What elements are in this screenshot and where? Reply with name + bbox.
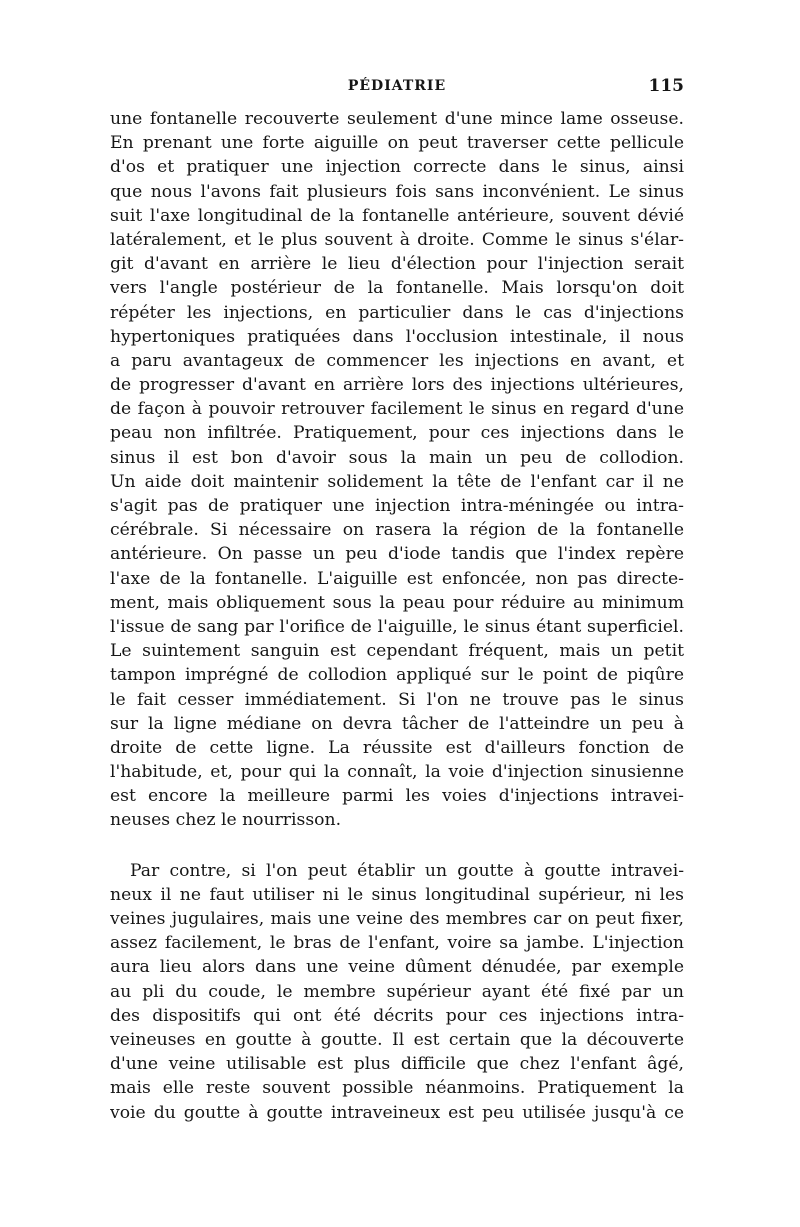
text-line: d'os et pratiquer une injection correcte dans le sinus, ainsi: [110, 157, 684, 178]
text-line: mais elle reste souvent possible néanmoins. Pratiquement la: [110, 1078, 684, 1099]
text-line: sur la ligne médiane on devra tâcher de l'atteindre un peu à: [110, 713, 684, 734]
text-line: Par contre, si l'on peut établir un goutte à goutte intravei-: [130, 860, 684, 881]
text-line: des dispositifs qui ont été décrits pour ces injections intra-: [110, 1005, 684, 1026]
text-line: droite de cette ligne. La réussite est d'ailleurs fonction de: [110, 737, 684, 758]
paragraph-gap: [110, 833, 684, 859]
text-line: Le suintement sanguin est cependant fréquent, mais un petit: [110, 641, 684, 662]
text-line: Un aide doit maintenir solidement la tête de l'enfant car il ne: [110, 471, 684, 492]
text-line: l'axe de la fontanelle. L'aiguille est enfoncée, non pas directe-: [110, 568, 684, 589]
text-line: peau non infiltrée. Pratiquement, pour ces injections dans le: [110, 423, 684, 444]
text-line: a paru avantageux de commencer les injections en avant, et: [110, 350, 684, 371]
text-line: aura lieu alors dans une veine dûment dénudée, par exemple: [110, 957, 684, 978]
text-line: voie du goutte à goutte intraveineux est peu utilisée jusqu'à ce: [110, 1102, 684, 1123]
text-line: vers l'angle postérieur de la fontanelle. Mais lorsqu'on doit: [110, 278, 684, 299]
text-line: assez facilement, le bras de l'enfant, voire sa jambe. L'injection: [110, 933, 684, 954]
text-line: hypertoniques pratiquées dans l'occlusion intestinale, il nous: [110, 326, 684, 347]
text-line: l'issue de sang par l'orifice de l'aiguille, le sinus étant superficiel.: [110, 616, 684, 637]
text-line: est encore la meilleure parmi les voies d'injections intravei-: [110, 786, 684, 807]
text-line: tampon imprégné de collodion appliqué sur le point de piqûre: [110, 665, 684, 686]
text-line: de progresser d'avant en arrière lors des injections ultérieures,: [110, 375, 684, 396]
paragraph-1: [110, 107, 684, 833]
text-line: le fait cesser immédiatement. Si l'on ne trouve pas le sinus: [110, 689, 684, 710]
text-line: de façon à pouvoir retrouver facilement le sinus en regard d'une: [110, 399, 684, 420]
text-line: suit l'axe longitudinal de la fontanelle antérieure, souvent dévié: [110, 205, 684, 226]
text-line: au pli du coude, le membre supérieur ayant été fixé par un: [110, 981, 684, 1002]
text-line: sinus il est bon d'avoir sous la main un peu de collodion.: [110, 447, 684, 468]
text-line: neuses chez le nourrisson.: [110, 810, 342, 831]
text-line: latéralement, et le plus souvent à droite. Comme le sinus s'élar-: [110, 229, 684, 250]
running-title: PÉDIATRIE: [347, 78, 447, 94]
text-line: ment, mais obliquement sous la peau pour réduire au minimum: [110, 592, 684, 613]
text-line: l'habitude, et, pour qui la connaît, la voie d'injection sinusienne: [110, 762, 684, 783]
page-number: 115: [648, 76, 684, 96]
text-line: d'une veine utilisable est plus difficile que chez l'enfant âgé,: [110, 1054, 684, 1075]
text-line: En prenant une forte aiguille on peut traverser cette pellicule: [110, 133, 684, 154]
running-header: [110, 76, 684, 100]
text-line: répéter les injections, en particulier dans le cas d'injections: [110, 302, 684, 323]
body-text: [110, 107, 684, 1125]
paragraph-2: [110, 859, 684, 1125]
text-line: que nous l'avons fait plusieurs fois sans inconvénient. Le sinus: [110, 181, 684, 202]
text-line: antérieure. On passe un peu d'iode tandis que l'index repère: [110, 544, 684, 565]
text-line: veineuses en goutte à goutte. Il est certain que la découverte: [110, 1029, 684, 1050]
text-line: s'agit pas de pratiquer une injection intra-méningée ou intra-: [110, 496, 684, 516]
text-line: git d'avant en arrière le lieu d'élection pour l'injection serait: [110, 254, 684, 275]
text-line: une fontanelle recouverte seulement d'une mince lame osseuse.: [110, 109, 684, 129]
text-line: neux il ne faut utiliser ni le sinus longitudinal supérieur, ni les: [110, 884, 684, 905]
text-line: cérébrale. Si nécessaire on rasera la région de la fontanelle: [110, 520, 684, 541]
text-line: veines jugulaires, mais une veine des membres car on peut fixer,: [110, 909, 684, 929]
